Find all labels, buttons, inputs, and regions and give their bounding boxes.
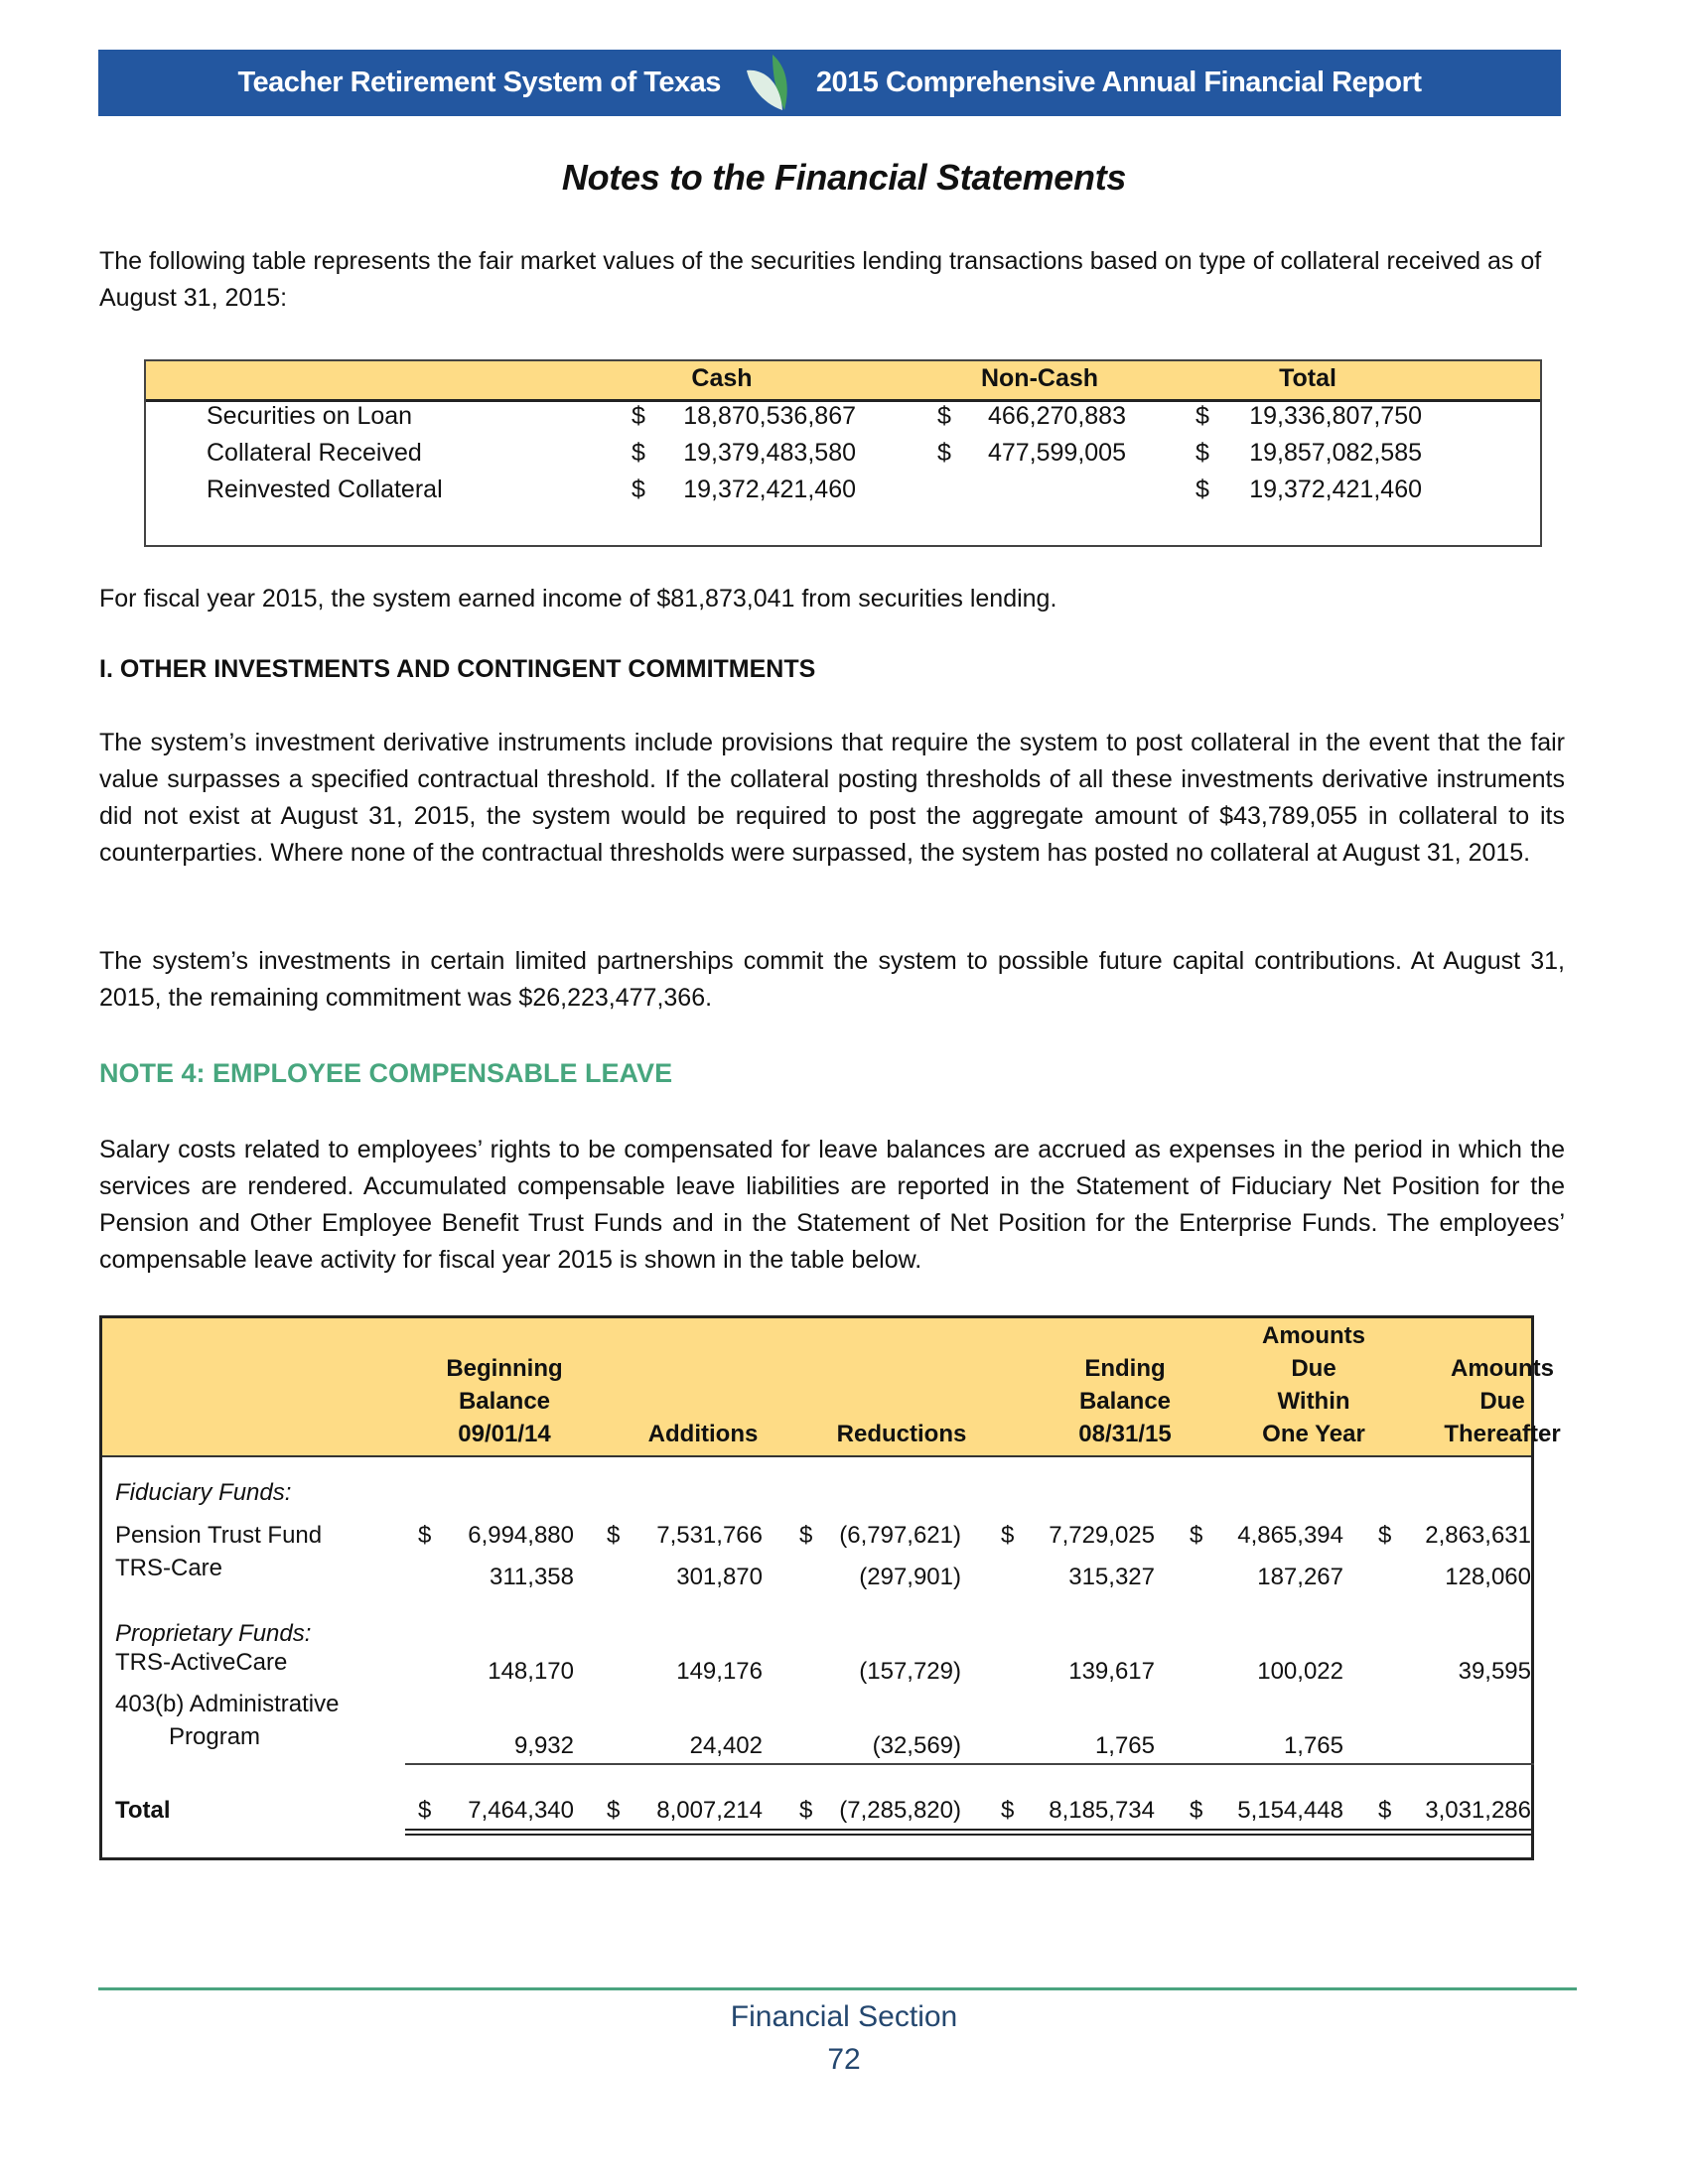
table-header bbox=[102, 1318, 1561, 1457]
due-thereafter-total: 3,031,286 bbox=[1425, 1797, 1531, 1824]
col-header-due-within-one-year: Amounts Due Within One Year bbox=[1262, 1322, 1365, 1447]
currency-symbol: $ bbox=[1001, 1797, 1015, 1824]
row-label: Collateral Received bbox=[207, 439, 422, 467]
currency-symbol: $ bbox=[1378, 1522, 1392, 1549]
additions-value: 149,176 bbox=[676, 1658, 763, 1685]
cash-value: 18,870,536,867 bbox=[683, 402, 856, 430]
page-title: Notes to the Financial Statements bbox=[561, 157, 1127, 198]
due-within-value: 187,267 bbox=[1257, 1564, 1343, 1590]
note-4-paragraph: Salary costs related to employees’ rights to be compensated for leave balances are accrued as expenses in the period in which the services are rendered. Accumulated compensable leave liabilities are reported in the Statement of Fiduciary Net Position for the Pension and Other Employee Benefit Trust Funds and in the Statement of Net Position for the Enterprise Funds. The employees’ compensable leave activity for fiscal year 2015 is shown in the table below. bbox=[99, 1136, 1565, 1274]
subtotal-rule bbox=[405, 1763, 1534, 1765]
total-value: 19,336,807,750 bbox=[1249, 402, 1422, 430]
additions-total: 8,007,214 bbox=[656, 1797, 763, 1824]
currency-symbol: $ bbox=[1196, 402, 1209, 430]
footer-section-name: Financial Section bbox=[730, 2000, 958, 2033]
due-within-value: 1,765 bbox=[1283, 1732, 1343, 1759]
due-within-value: 4,865,394 bbox=[1237, 1522, 1343, 1549]
col-header-total: Total bbox=[1279, 364, 1336, 392]
currency-symbol: $ bbox=[1001, 1522, 1015, 1549]
currency-symbol: $ bbox=[1196, 439, 1209, 467]
intro-paragraph: The following table represents the fair market values of the securities lending transactions based on type of collateral received as of August 31, 2015: bbox=[99, 247, 1542, 312]
beginning-value: 311,358 bbox=[490, 1564, 574, 1590]
due-thereafter-value: 39,595 bbox=[1458, 1658, 1531, 1685]
col-header-beginning-balance: Beginning Balance 09/01/14 bbox=[446, 1355, 563, 1447]
row-label: Pension Trust Fund bbox=[115, 1522, 323, 1549]
currency-symbol: $ bbox=[1190, 1522, 1203, 1549]
additions-value: 301,870 bbox=[676, 1564, 763, 1590]
banner-left-title: Teacher Retirement System of Texas bbox=[237, 67, 721, 98]
reductions-value: (6,797,621) bbox=[839, 1522, 961, 1549]
due-thereafter-value: 128,060 bbox=[1445, 1564, 1531, 1590]
due-within-value: 100,022 bbox=[1257, 1658, 1343, 1685]
currency-symbol: $ bbox=[632, 439, 645, 467]
currency-symbol: $ bbox=[799, 1522, 813, 1549]
col-header-due-thereafter: Amounts Due Thereafter bbox=[1444, 1355, 1561, 1447]
currency-symbol: $ bbox=[607, 1522, 621, 1549]
note-4-heading: NOTE 4: EMPLOYEE COMPENSABLE LEAVE bbox=[99, 1058, 673, 1088]
row-label: Securities on Loan bbox=[207, 402, 413, 430]
non-cash-value: 466,270,883 bbox=[987, 402, 1126, 430]
section-i-heading: I. OTHER INVESTMENTS AND CONTINGENT COMMITMENTS bbox=[99, 655, 816, 683]
row-label: Total bbox=[115, 1797, 171, 1824]
non-cash-value: 477,599,005 bbox=[987, 439, 1126, 467]
cash-value: 19,379,483,580 bbox=[683, 439, 856, 467]
currency-symbol: $ bbox=[937, 402, 951, 430]
cash-value: 19,372,421,460 bbox=[683, 476, 856, 503]
ending-value: 7,729,025 bbox=[1049, 1522, 1155, 1549]
section-label-fiduciary: Fiduciary Funds: bbox=[115, 1479, 292, 1506]
total-double-rule bbox=[405, 1829, 1534, 1836]
reductions-value: (297,901) bbox=[859, 1564, 961, 1590]
reductions-value: (157,729) bbox=[859, 1658, 961, 1685]
total-value: 19,372,421,460 bbox=[1249, 476, 1422, 503]
page-number: 72 bbox=[827, 2043, 861, 2076]
col-header-reductions: Reductions bbox=[836, 1421, 967, 1447]
fiscal-income-sentence: For fiscal year 2015, the system earned income of $81,873,041 from securities lending. bbox=[99, 585, 1057, 613]
currency-symbol: $ bbox=[1378, 1797, 1392, 1824]
footer-divider bbox=[98, 1987, 1577, 1990]
securities-lending-table bbox=[144, 359, 1542, 547]
limited-partnerships-paragraph: The system’s investments in certain limited partnerships commit the system to possible future capital contributions. At August 31, 2015, the remaining commitment was $26,223,477,366. bbox=[99, 947, 1565, 1012]
ending-value: 1,765 bbox=[1094, 1732, 1155, 1759]
currency-symbol: $ bbox=[607, 1797, 621, 1824]
currency-symbol: $ bbox=[632, 476, 645, 503]
additions-value: 7,531,766 bbox=[656, 1522, 763, 1549]
beginning-total: 7,464,340 bbox=[468, 1797, 574, 1824]
beginning-value: 9,932 bbox=[513, 1732, 574, 1759]
due-thereafter-value: 2,863,631 bbox=[1425, 1522, 1531, 1549]
currency-symbol: $ bbox=[937, 439, 951, 467]
total-value: 19,857,082,585 bbox=[1249, 439, 1422, 467]
beginning-value: 6,994,880 bbox=[468, 1522, 574, 1549]
compensable-leave-table bbox=[99, 1315, 1561, 1860]
derivative-collateral-paragraph: The system’s investment derivative instruments include provisions that require the system to post collateral in the event that the fair value surpasses a specified contractual threshold. If the collateral posting thresholds of all these investments derivative instruments did not exist at August 31, 2015, the system would be required to post the aggregate amount of $43,789,055 in collateral to its counterparties. Where none of the contractual thresholds were surpassed, the system has posted no collateral at August 31, 2015. bbox=[99, 729, 1565, 867]
ending-value: 139,617 bbox=[1068, 1658, 1155, 1685]
leaf-icon bbox=[743, 53, 794, 114]
currency-symbol: $ bbox=[418, 1522, 432, 1549]
reductions-value: (32,569) bbox=[872, 1732, 961, 1759]
col-header-cash: Cash bbox=[691, 364, 753, 392]
row-label-continued: Program bbox=[169, 1723, 261, 1750]
col-header-non-cash: Non-Cash bbox=[980, 364, 1099, 392]
currency-symbol: $ bbox=[632, 402, 645, 430]
banner-right-title: 2015 Comprehensive Annual Financial Report bbox=[815, 67, 1422, 98]
row-label: TRS-Care bbox=[115, 1555, 223, 1581]
report-banner bbox=[98, 50, 1561, 116]
col-header-ending-balance: Ending Balance 08/31/15 bbox=[1078, 1355, 1172, 1447]
currency-symbol: $ bbox=[799, 1797, 813, 1824]
table-header bbox=[146, 361, 1540, 402]
currency-symbol: $ bbox=[1190, 1797, 1203, 1824]
row-label: TRS-ActiveCare bbox=[115, 1649, 288, 1676]
row-label: Reinvested Collateral bbox=[207, 476, 443, 503]
ending-total: 8,185,734 bbox=[1049, 1797, 1155, 1824]
currency-symbol: $ bbox=[418, 1797, 432, 1824]
col-header-additions: Additions bbox=[647, 1421, 759, 1447]
additions-value: 24,402 bbox=[689, 1732, 763, 1759]
currency-symbol: $ bbox=[1196, 476, 1209, 503]
reductions-total: (7,285,820) bbox=[839, 1797, 961, 1824]
due-within-total: 5,154,448 bbox=[1237, 1797, 1343, 1824]
row-label: 403(b) Administrative bbox=[115, 1691, 340, 1717]
beginning-value: 148,170 bbox=[488, 1658, 574, 1685]
section-label-proprietary: Proprietary Funds: bbox=[115, 1620, 312, 1647]
ending-value: 315,327 bbox=[1068, 1564, 1155, 1590]
